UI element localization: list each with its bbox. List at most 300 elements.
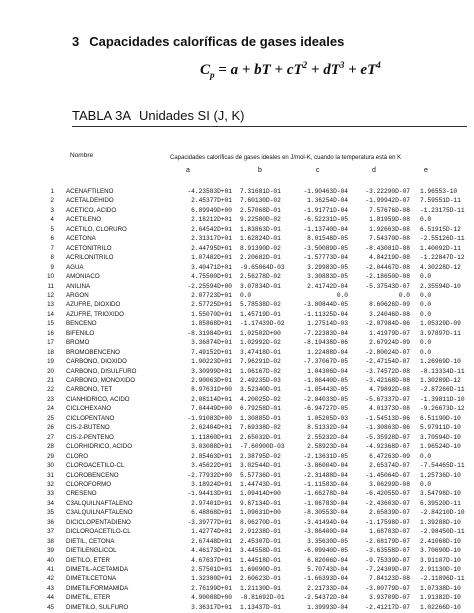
row-number: 30 bbox=[47, 462, 54, 470]
table-row bbox=[0, 453, 474, 462]
coef-a: 2.08114D+01 bbox=[191, 395, 232, 403]
row-number: 41 bbox=[47, 566, 54, 573]
coef-e: 1.07338D-10 bbox=[420, 584, 461, 592]
coef-d: -2.68179D-07 bbox=[365, 537, 410, 545]
coef-b: 1.02992D-02 bbox=[240, 339, 281, 347]
coef-e: 0.0 bbox=[420, 310, 432, 318]
coef-c: 6.82006D-04 bbox=[307, 556, 348, 564]
coef-b: 0.0 bbox=[240, 291, 252, 299]
coef-a: 3.30999D+01 bbox=[191, 367, 232, 375]
coef-d: -2.80024D-07 bbox=[365, 348, 410, 356]
coef-e: 1.05329D-09 bbox=[420, 320, 461, 328]
coef-e: -1.22847D-12 bbox=[420, 254, 465, 262]
coef-c: -1.11325D-04 bbox=[303, 310, 348, 318]
coef-d: 7.84123D-08 bbox=[369, 575, 410, 583]
coef-c: 2.41742D-04 bbox=[307, 282, 348, 290]
coef-c: -1.86440D-05 bbox=[303, 377, 348, 384]
table-row bbox=[0, 273, 474, 282]
coef-b: 1.44518D-01 bbox=[240, 556, 281, 564]
compound-name: ARGON bbox=[66, 291, 89, 299]
compound-name: DIMETILCETONA bbox=[66, 575, 117, 583]
compound-name: AZUFRE, DIOXIDO bbox=[66, 301, 121, 309]
table-row bbox=[0, 443, 474, 452]
coef-e: -2.84210D-10 bbox=[420, 509, 465, 517]
compound-name: ACETALDEHIDO bbox=[66, 197, 114, 205]
coef-b: 1.09414D+00 bbox=[240, 490, 281, 498]
coef-a: -1.91083D+00 bbox=[187, 414, 232, 422]
compound-name: CLOROFORMO bbox=[66, 480, 112, 488]
coef-a: 3.03088D+01 bbox=[191, 443, 232, 451]
table-row bbox=[0, 349, 474, 358]
table-row bbox=[0, 519, 474, 528]
table-row bbox=[0, 585, 474, 594]
coef-b: 1.69090D-01 bbox=[240, 566, 281, 573]
coef-a: -4.23583D+01 bbox=[187, 188, 232, 195]
row-number: 17 bbox=[47, 339, 54, 347]
table-row bbox=[0, 604, 474, 613]
coef-b: 1.21130D-01 bbox=[240, 584, 281, 592]
coef-b: 3.47418D-01 bbox=[240, 348, 281, 356]
coef-c: 5.70743D-04 bbox=[307, 566, 348, 573]
coef-b: 1.02502D+00 bbox=[240, 329, 281, 337]
compound-name: BIFENILO bbox=[66, 329, 95, 337]
row-number: 20 bbox=[47, 367, 54, 375]
coef-b: 2.56278D-02 bbox=[240, 273, 281, 281]
coef-a: 7.04449D+00 bbox=[191, 405, 232, 413]
coef-d: 8.60626D-09 bbox=[369, 301, 410, 309]
coef-c: -6.09940D-05 bbox=[303, 547, 348, 555]
coef-b: 2.45307D-01 bbox=[240, 537, 281, 545]
row-number: 2 bbox=[50, 197, 54, 205]
table-row bbox=[0, 566, 474, 575]
row-number: 21 bbox=[47, 377, 54, 384]
coef-c: 2.58923D-04 bbox=[307, 443, 348, 451]
coef-c: -6.94727D-05 bbox=[303, 405, 348, 413]
coef-a: 3.40471D+01 bbox=[191, 263, 232, 271]
coef-d: 1.41979D-07 bbox=[369, 329, 410, 337]
coef-c: -1.11583D-04 bbox=[303, 480, 348, 488]
compound-name: DIETILENGLICOL bbox=[66, 547, 117, 555]
coef-c: -3.86004D-04 bbox=[303, 462, 348, 470]
compound-name: DIMETILFORMAMIDA bbox=[66, 584, 129, 592]
coef-c: -3.86400D-04 bbox=[303, 528, 348, 536]
compound-name: CIS-2-BUTENO bbox=[66, 424, 110, 432]
row-number: 45 bbox=[47, 603, 54, 611]
row-number: 38 bbox=[47, 537, 54, 545]
compound-name: CARBONO, TET bbox=[66, 386, 113, 394]
coef-e: -2.98450D-11 bbox=[420, 528, 465, 536]
coef-c: 1.22488D-04 bbox=[307, 348, 348, 356]
compound-name: ACETILENO bbox=[66, 216, 102, 224]
row-number: 40 bbox=[47, 556, 54, 564]
heat-capacity-equation bbox=[200, 60, 381, 80]
table-row bbox=[0, 216, 474, 225]
coef-a: -2.25594D+00 bbox=[187, 282, 232, 290]
row-number: 4 bbox=[50, 216, 54, 224]
coef-c: 1.05205D-03 bbox=[307, 414, 348, 422]
coef-d: 2.65839D-07 bbox=[369, 509, 410, 517]
compound-name: CIANHIDRICO, ACIDO bbox=[66, 395, 130, 403]
compound-name: BROMO bbox=[66, 339, 90, 347]
coef-b: -1.17439D-02 bbox=[240, 320, 285, 328]
coef-e: -8.13334D-11 bbox=[420, 367, 465, 375]
row-number: 44 bbox=[47, 594, 54, 602]
coef-e: -2.55126D-11 bbox=[420, 235, 465, 243]
coef-c: -7.37067D-05 bbox=[303, 358, 348, 366]
coef-d: 1.81959D-08 bbox=[369, 216, 410, 224]
coef-a: 1.11860D+01 bbox=[191, 433, 232, 441]
row-number: 35 bbox=[47, 509, 54, 517]
coef-e: -2.87266D-11 bbox=[420, 386, 465, 394]
coef-c: 8.01548D-05 bbox=[307, 235, 348, 243]
compound-name: CRESENO bbox=[66, 490, 97, 498]
table-row bbox=[0, 188, 474, 197]
table-row bbox=[0, 490, 474, 499]
coef-d: 1.68703D-07 bbox=[369, 528, 410, 536]
coef-b: 7.69338D-02 bbox=[240, 424, 281, 432]
row-number: 11 bbox=[47, 282, 54, 290]
coef-c: 3.35630D-05 bbox=[307, 537, 348, 545]
coef-b: 2.49235D-03 bbox=[240, 377, 281, 384]
coef-d: 3.06299D-08 bbox=[369, 480, 410, 488]
table-row bbox=[0, 424, 474, 433]
coef-d: -3.00779D-07 bbox=[365, 584, 410, 592]
coef-d: 3.93709D-07 bbox=[369, 594, 410, 602]
coef-a: 2.18212D+01 bbox=[191, 216, 232, 224]
coef-a: 4.46173D+01 bbox=[191, 547, 232, 555]
coef-a: 2.76199D+01 bbox=[191, 584, 232, 592]
coef-a: -3.39777D+01 bbox=[187, 518, 232, 526]
table-top-rule bbox=[72, 126, 467, 127]
table-row bbox=[0, 528, 474, 537]
coef-c: -7.22383D-04 bbox=[303, 329, 348, 337]
coef-c: -1.66278D-04 bbox=[303, 490, 348, 498]
table-row bbox=[0, 575, 474, 584]
table-row bbox=[0, 245, 474, 254]
row-number: 15 bbox=[47, 320, 54, 328]
compound-name: CARBONO, MONOXIDO bbox=[66, 377, 136, 384]
coef-c: -2.31488D-04 bbox=[303, 471, 348, 479]
coef-d: -5.67337D-07 bbox=[365, 395, 410, 403]
coef-d: -1.99942D-07 bbox=[365, 197, 410, 205]
coef-e: 3.97897D-11 bbox=[420, 329, 461, 337]
coef-b: 3.44558D-01 bbox=[240, 547, 281, 555]
coef-e: 1.96553-10 bbox=[420, 188, 458, 195]
table-row bbox=[0, 538, 474, 547]
coef-c: -6.52231D-05 bbox=[303, 216, 348, 224]
coef-a: 1.07482D+01 bbox=[191, 254, 232, 262]
equation-lhs-sub: p bbox=[210, 70, 215, 80]
coef-b: 1.13437D-01 bbox=[240, 603, 281, 611]
coef-a: 4.90088D+00 bbox=[191, 594, 232, 602]
compound-name: ACETONA bbox=[66, 235, 96, 243]
coef-c: 1.04306D-04 bbox=[307, 367, 348, 375]
coef-d: 7.57676D-08 bbox=[369, 206, 410, 214]
coef-b: -7.60900D-03 bbox=[240, 443, 285, 451]
coef-d: 1.92663D-08 bbox=[369, 225, 410, 233]
coef-b: 1.45719D-01 bbox=[240, 310, 281, 318]
compound-name: AZUFRE, TRIOXIDO bbox=[66, 310, 124, 318]
row-number: 24 bbox=[47, 405, 54, 413]
coef-a: -1.94413D+01 bbox=[187, 490, 232, 498]
compound-name: CLORO bbox=[66, 452, 89, 460]
row-number: 5 bbox=[50, 225, 54, 233]
coef-d: -2.47154D-07 bbox=[365, 358, 410, 366]
coef-b: 8.06270D-01 bbox=[240, 518, 281, 526]
coef-c: 3.29983D-05 bbox=[307, 263, 348, 271]
coef-d: -1.30863D-06 bbox=[365, 424, 410, 432]
coef-b: 1.62824D-01 bbox=[240, 235, 281, 243]
coef-c: -1.90463D-04 bbox=[303, 188, 348, 195]
coef-b: 2.57068D-01 bbox=[240, 206, 281, 214]
coef-d: -6.42055D-07 bbox=[365, 490, 410, 498]
compound-name: ACETICO, ACIDO bbox=[66, 206, 117, 214]
section-heading bbox=[72, 34, 344, 49]
row-number: 32 bbox=[47, 480, 54, 488]
table-row bbox=[0, 547, 474, 556]
coef-e: 3.54798D-10 bbox=[420, 490, 461, 498]
table-row bbox=[0, 509, 474, 518]
row-number: 42 bbox=[47, 575, 54, 583]
coef-b: 2.20682D-01 bbox=[240, 254, 281, 262]
coef-c: -1.85443D-05 bbox=[303, 386, 348, 394]
coef-b: 3.02544D-01 bbox=[240, 462, 281, 470]
table-row bbox=[0, 330, 474, 339]
coef-e: 6.39520D-11 bbox=[420, 499, 461, 507]
table-row bbox=[0, 386, 474, 395]
coef-b: 2.38795D-02 bbox=[240, 452, 281, 460]
coef-e: 1.26969D-10 bbox=[420, 358, 461, 366]
table-row bbox=[0, 264, 474, 273]
coef-e: 0.0 bbox=[420, 480, 432, 488]
row-number: 12 bbox=[47, 291, 54, 299]
table-row bbox=[0, 500, 474, 509]
coef-a: 1.42774D+01 bbox=[191, 528, 232, 536]
coef-c: -8.30553D-04 bbox=[303, 509, 348, 517]
row-number: 10 bbox=[47, 273, 54, 281]
equation-exp-3: 3 bbox=[339, 60, 345, 70]
coef-c: -3.80844D-05 bbox=[303, 301, 348, 309]
table-row bbox=[0, 368, 474, 377]
compound-name: CIS-2-PENTENO bbox=[66, 433, 114, 441]
coef-e: 1.40092D-11 bbox=[420, 244, 461, 252]
equation-term-3: + eT bbox=[344, 62, 377, 78]
coef-d: 2.67924D-09 bbox=[369, 339, 410, 347]
coef-e: 0.0 bbox=[420, 339, 432, 347]
coef-a: 1.85868D+01 bbox=[191, 320, 232, 328]
coef-c: -2.54372D-04 bbox=[303, 594, 348, 602]
row-number: 31 bbox=[47, 471, 54, 479]
coef-a: 2.64542D+01 bbox=[191, 225, 232, 233]
table-row bbox=[0, 462, 474, 471]
coef-e: 3.70690D-10 bbox=[420, 547, 461, 555]
row-number: 6 bbox=[50, 235, 54, 243]
compound-name: CICLOPENTANO bbox=[66, 414, 115, 422]
coef-e: -1.23175D-11 bbox=[420, 206, 465, 214]
coef-c: -1.13740D-04 bbox=[303, 225, 348, 233]
coef-d: -2.07984D-06 bbox=[365, 320, 410, 328]
row-number: 34 bbox=[47, 499, 54, 507]
coef-d: -1.45064D-07 bbox=[365, 471, 410, 479]
row-number: 33 bbox=[47, 490, 54, 498]
coef-c: -1.91771D-04 bbox=[303, 206, 348, 214]
row-number: 26 bbox=[47, 424, 54, 432]
coef-a: 1.90223D+01 bbox=[191, 358, 232, 366]
col-header-e: e bbox=[424, 167, 428, 174]
coef-b: -8.81692D-01 bbox=[240, 594, 285, 602]
coef-e: 0.0 bbox=[420, 301, 432, 309]
col-header-b: b bbox=[258, 167, 262, 174]
table-row bbox=[0, 197, 474, 206]
equation-term-1: = a + bT + cT bbox=[214, 62, 303, 78]
col-header-c: c bbox=[316, 167, 320, 174]
coef-d: -5.35928D-07 bbox=[365, 433, 410, 441]
table-row bbox=[0, 472, 474, 481]
coef-e: 7.59551D-11 bbox=[420, 197, 461, 205]
col-header-d: d bbox=[372, 167, 376, 174]
coef-a: 2.67448D+01 bbox=[191, 537, 232, 545]
equation-exp-2: 2 bbox=[302, 60, 308, 70]
table-label: TABLA 3A bbox=[72, 108, 132, 123]
coef-c: 0.0 bbox=[336, 291, 348, 299]
coef-c: -8.19438D-06 bbox=[303, 339, 348, 347]
coef-a: 2.45377D+01 bbox=[191, 197, 232, 205]
coef-a: 4.75500D+01 bbox=[191, 273, 232, 281]
row-number: 25 bbox=[47, 414, 54, 422]
coef-d: -2.41217D-07 bbox=[365, 603, 410, 611]
table-row bbox=[0, 301, 474, 310]
coef-b: 9.67134D-01 bbox=[240, 499, 281, 507]
compound-name: ACRILONITRILO bbox=[66, 254, 114, 262]
coef-a: 1.55070D+01 bbox=[191, 310, 232, 318]
coef-e: 1.39288D-10 bbox=[420, 518, 461, 526]
row-number: 23 bbox=[47, 395, 54, 403]
table-row bbox=[0, 405, 474, 414]
row-number: 19 bbox=[47, 358, 54, 366]
coef-e: -1.39811D-10 bbox=[420, 395, 465, 403]
coef-d: -2.18650D-08 bbox=[365, 273, 410, 281]
coef-e: 0.0 bbox=[420, 291, 432, 299]
section-number: 3 bbox=[72, 34, 80, 49]
coef-d: 4.84219D-08 bbox=[369, 254, 410, 262]
equation-lhs: C bbox=[200, 62, 211, 78]
table-caption: Capacidades caloríficas de gases ideales en J/mol-K, cuando la temperatura está en K bbox=[170, 155, 402, 161]
coef-b: 8.91390D-02 bbox=[240, 244, 281, 252]
coef-e: -7.54465D-11 bbox=[420, 462, 465, 470]
table-row bbox=[0, 320, 474, 329]
coef-e: 0.0 bbox=[420, 452, 432, 460]
row-number: 28 bbox=[47, 443, 54, 451]
row-number: 14 bbox=[47, 310, 54, 318]
coef-e: 3.91107D-10 bbox=[420, 556, 461, 564]
row-number: 29 bbox=[47, 452, 54, 460]
coef-e: 2.91130D-10 bbox=[420, 566, 461, 573]
coef-a: 6.48868D+01 bbox=[191, 509, 232, 517]
compound-name: CLOROACETILO-CL bbox=[66, 462, 125, 470]
coef-a: 2.31317D+01 bbox=[191, 235, 232, 243]
coef-d: 7.54370D-08 bbox=[369, 235, 410, 243]
compound-name: AMONIACO bbox=[66, 273, 100, 281]
table-row bbox=[0, 292, 474, 301]
coef-e: 1.30289D-12 bbox=[420, 377, 461, 384]
table-row bbox=[0, 339, 474, 348]
equation-exp-4: 4 bbox=[376, 60, 381, 70]
row-number: 43 bbox=[47, 584, 54, 592]
coef-e: 5.97911D-10 bbox=[420, 424, 461, 432]
compound-name: DIETIL, CETONA bbox=[66, 537, 115, 545]
coef-c: -1.66393D-04 bbox=[303, 575, 348, 583]
compound-name: C3ALQUILNAFTALENO bbox=[66, 509, 133, 517]
coef-b: 1.83863D-01 bbox=[240, 225, 281, 233]
coef-b: 4.20025D-02 bbox=[240, 395, 281, 403]
coef-b: 2.60623D-01 bbox=[240, 575, 281, 583]
coef-c: 3.30883D-05 bbox=[307, 273, 348, 281]
table-row bbox=[0, 377, 474, 386]
coef-c: -2.13631D-05 bbox=[303, 452, 348, 460]
coef-c: -2.04033D-05 bbox=[303, 395, 348, 403]
coef-d: -3.63558D-07 bbox=[365, 547, 410, 555]
compound-name: DICLOROACETILO-CL bbox=[66, 528, 131, 536]
coef-b: 5.57736D-01 bbox=[240, 471, 281, 479]
coef-e: 6.51190D-10 bbox=[420, 414, 461, 422]
table-row bbox=[0, 434, 474, 443]
coef-b: 3.52340D-01 bbox=[240, 386, 281, 394]
table-row bbox=[0, 557, 474, 566]
coef-a: -8.31984D+01 bbox=[187, 329, 232, 337]
coef-a: 2.57725D+01 bbox=[191, 301, 232, 309]
coef-c: 1.36254D-04 bbox=[307, 197, 348, 205]
coef-e: 4.30228D-12 bbox=[420, 263, 461, 271]
coef-a: 3.36317D+01 bbox=[191, 603, 232, 611]
row-number: 27 bbox=[47, 433, 54, 441]
table-row bbox=[0, 207, 474, 216]
equation-term-2: + dT bbox=[307, 62, 340, 78]
row-number: 13 bbox=[47, 301, 54, 309]
coef-d: -2.43603D-07 bbox=[365, 499, 410, 507]
coef-e: -2.11896D-11 bbox=[420, 575, 465, 583]
coef-b: 7.96291D-02 bbox=[240, 358, 281, 366]
table-row bbox=[0, 254, 474, 263]
coef-c: -1.06783D-04 bbox=[303, 499, 348, 507]
coef-d: -3.42168D-08 bbox=[365, 377, 410, 384]
coef-e: 1.91382D-10 bbox=[420, 594, 461, 602]
table-row bbox=[0, 235, 474, 244]
row-number: 18 bbox=[47, 348, 54, 356]
table-row bbox=[0, 358, 474, 367]
coef-e: 0.0 bbox=[420, 273, 432, 281]
compound-name: DICICLOPENTADIENO bbox=[66, 518, 131, 526]
coef-a: 2.44795D+01 bbox=[191, 244, 232, 252]
row-number: 39 bbox=[47, 547, 54, 555]
coef-b: 1.09631D+00 bbox=[240, 509, 281, 517]
coef-e: 1.25736D-10 bbox=[420, 471, 461, 479]
coef-a: 3.36874D+01 bbox=[191, 339, 232, 347]
coef-a: 4.67637D+01 bbox=[191, 556, 232, 564]
table-row bbox=[0, 396, 474, 405]
coef-d: -5.37543D-07 bbox=[365, 282, 410, 290]
row-number: 36 bbox=[47, 518, 54, 526]
coef-b: 7.31681D-01 bbox=[240, 188, 281, 195]
col-header-a: a bbox=[186, 167, 190, 174]
table-row bbox=[0, 481, 474, 490]
table-row bbox=[0, 415, 474, 424]
compound-name: CLOROBENCENO bbox=[66, 471, 119, 479]
coef-d: -3.22290D-07 bbox=[365, 188, 410, 195]
coef-d: -8.43081D-08 bbox=[365, 244, 410, 252]
coef-b: 9.22580D-02 bbox=[240, 216, 281, 224]
coef-c: -1.57773D-04 bbox=[303, 254, 348, 262]
coef-b: -9.65064D-03 bbox=[240, 263, 285, 271]
